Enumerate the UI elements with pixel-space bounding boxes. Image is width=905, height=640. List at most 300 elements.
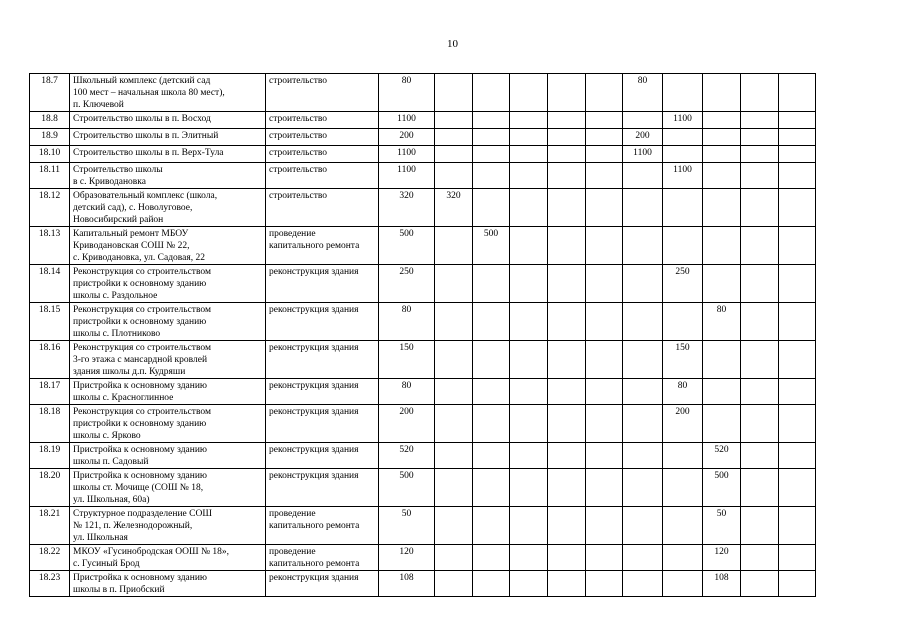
object-name-cell (70, 443, 266, 469)
object-name-line: Капитальный ремонт МБОУ (73, 229, 189, 239)
row-number: 18.9 (30, 129, 70, 146)
work-type-line: реконструкция здания (269, 471, 359, 481)
work-type-cell (266, 443, 379, 469)
object-name-line: с. Гусиный Брод (73, 559, 140, 569)
object-name-cell (70, 146, 266, 163)
year-value-cell (741, 227, 779, 265)
total-value: 80 (379, 379, 435, 405)
year-value-cell (548, 265, 586, 303)
object-name-line: школы с. Раздольное (73, 291, 158, 301)
row-number: 18.16 (30, 341, 70, 379)
year-value-cell (435, 303, 473, 341)
year-value-cell (510, 341, 548, 379)
year-value-cell (510, 379, 548, 405)
total-value: 1100 (379, 112, 435, 129)
year-value-cell (741, 129, 779, 146)
object-name-cell (70, 469, 266, 507)
total-value: 200 (379, 129, 435, 146)
object-name-line: Пристройка к основному зданию (73, 381, 208, 391)
year-value-cell (703, 189, 741, 227)
year-value-cell (548, 443, 586, 469)
year-value-cell (548, 146, 586, 163)
object-name-line: пристройки к основному зданию (73, 419, 207, 429)
year-value-cell (663, 571, 703, 597)
total-value: 500 (379, 469, 435, 507)
year-value-cell (435, 443, 473, 469)
year-value-cell (623, 545, 663, 571)
object-name-cell (70, 227, 266, 265)
year-value-cell (510, 227, 548, 265)
object-name-line: 100 мест – начальная школа 80 мест), (73, 88, 225, 98)
object-name-cell (70, 163, 266, 189)
object-name-line: Школьный комплекс (детский сад (73, 76, 211, 86)
total-value: 120 (379, 545, 435, 571)
year-value-cell (548, 571, 586, 597)
year-value-cell (663, 469, 703, 507)
year-value-cell (779, 265, 816, 303)
work-type-line: проведение (269, 509, 316, 519)
year-value-cell (548, 74, 586, 112)
year-value-cell (779, 189, 816, 227)
year-value-cell (663, 129, 703, 146)
year-value-cell (779, 545, 816, 571)
year-value-cell: 200 (663, 405, 703, 443)
year-value-cell (473, 571, 510, 597)
object-name-line: Новосибирский район (73, 215, 164, 225)
year-value-cell (703, 227, 741, 265)
year-value-cell (663, 507, 703, 545)
year-value-cell (703, 163, 741, 189)
object-name-line: школы с. Ярково (73, 431, 141, 441)
year-value-cell (510, 507, 548, 545)
work-type-cell (266, 112, 379, 129)
work-type-cell (266, 405, 379, 443)
table-row (30, 303, 816, 341)
object-name-cell (70, 189, 266, 227)
year-value-cell (663, 189, 703, 227)
year-value-cell: 80 (663, 379, 703, 405)
year-value-cell (435, 341, 473, 379)
year-value-cell (623, 227, 663, 265)
total-value: 80 (379, 303, 435, 341)
table-row (30, 405, 816, 443)
year-value-cell (473, 129, 510, 146)
object-name-cell (70, 545, 266, 571)
year-value-cell (586, 303, 623, 341)
work-type-line: реконструкция здания (269, 343, 359, 353)
table-row (30, 507, 816, 545)
work-type-line: реконструкция здания (269, 407, 359, 417)
object-name-line: с. Криводановка, ул. Садовая, 22 (73, 253, 205, 263)
year-value-cell (473, 146, 510, 163)
year-value-cell: 120 (703, 545, 741, 571)
year-value-cell: 200 (623, 129, 663, 146)
year-value-cell (586, 74, 623, 112)
object-name-line: Строительство школы в п. Верх-Тула (73, 148, 224, 158)
year-value-cell (741, 379, 779, 405)
year-value-cell (623, 112, 663, 129)
year-value-cell (779, 571, 816, 597)
year-value-cell (473, 507, 510, 545)
work-type-line: капитального ремонта (269, 241, 360, 251)
work-type-line: строительство (269, 148, 328, 158)
year-value-cell: 1100 (623, 146, 663, 163)
total-value: 80 (379, 74, 435, 112)
year-value-cell (473, 189, 510, 227)
object-name-line: Реконструкция со строительством (73, 343, 211, 353)
work-type-cell (266, 341, 379, 379)
work-type-line: реконструкция здания (269, 305, 359, 315)
year-value-cell (623, 163, 663, 189)
year-value-cell (779, 163, 816, 189)
year-value-cell (703, 341, 741, 379)
object-name-line: Строительство школы в п. Элитный (73, 131, 219, 141)
year-value-cell (473, 545, 510, 571)
object-name-cell (70, 571, 266, 597)
work-type-cell (266, 265, 379, 303)
year-value-cell (473, 469, 510, 507)
year-value-cell (510, 189, 548, 227)
year-value-cell: 150 (663, 341, 703, 379)
year-value-cell (663, 545, 703, 571)
year-value-cell (548, 227, 586, 265)
year-value-cell (741, 163, 779, 189)
year-value-cell (473, 74, 510, 112)
object-name-line: детский сад), с. Новолуговое, (73, 203, 193, 213)
year-value-cell (663, 74, 703, 112)
year-value-cell (473, 303, 510, 341)
year-value-cell (548, 303, 586, 341)
year-value-cell (779, 341, 816, 379)
year-value-cell (435, 146, 473, 163)
year-value-cell (435, 469, 473, 507)
year-value-cell (435, 74, 473, 112)
year-value-cell: 250 (663, 265, 703, 303)
year-value-cell (435, 112, 473, 129)
row-number: 18.13 (30, 227, 70, 265)
row-number: 18.12 (30, 189, 70, 227)
year-value-cell (663, 303, 703, 341)
year-value-cell (741, 112, 779, 129)
page-number: 10 (447, 38, 458, 50)
work-type-cell (266, 303, 379, 341)
work-type-cell (266, 227, 379, 265)
table-row (30, 129, 816, 146)
object-name-line: Криводановская СОШ № 22, (73, 241, 190, 251)
table-row (30, 146, 816, 163)
year-value-cell (435, 163, 473, 189)
year-value-cell (623, 341, 663, 379)
table-row (30, 469, 816, 507)
year-value-cell (663, 443, 703, 469)
year-value-cell (548, 469, 586, 507)
year-value-cell: 500 (703, 469, 741, 507)
year-value-cell (623, 189, 663, 227)
work-type-cell (266, 163, 379, 189)
year-value-cell (779, 146, 816, 163)
year-value-cell (779, 443, 816, 469)
year-value-cell (473, 405, 510, 443)
object-name-line: ул. Школьная (73, 533, 128, 543)
year-value-cell (586, 163, 623, 189)
object-name-line: школы в п. Приобский (73, 585, 165, 595)
work-type-cell (266, 469, 379, 507)
object-name-cell (70, 303, 266, 341)
object-name-line: Образовательный комплекс (школа, (73, 191, 218, 201)
year-value-cell (586, 443, 623, 469)
work-type-line: капитального ремонта (269, 559, 360, 569)
year-value-cell (473, 379, 510, 405)
object-name-line: школы с. Плотниково (73, 329, 161, 339)
object-name-line: Реконструкция со строительством (73, 407, 211, 417)
object-name-line: Строительство школы в п. Восход (73, 114, 211, 124)
work-type-line: строительство (269, 165, 328, 175)
year-value-cell (435, 265, 473, 303)
table-row (30, 545, 816, 571)
year-value-cell (779, 112, 816, 129)
object-name-line: Пристройка к основному зданию (73, 445, 208, 455)
year-value-cell (510, 443, 548, 469)
year-value-cell (623, 379, 663, 405)
year-value-cell (741, 469, 779, 507)
year-value-cell (703, 129, 741, 146)
row-number: 18.22 (30, 545, 70, 571)
year-value-cell (779, 507, 816, 545)
year-value-cell (473, 163, 510, 189)
year-value-cell (548, 545, 586, 571)
year-value-cell: 1100 (663, 112, 703, 129)
row-number: 18.21 (30, 507, 70, 545)
object-name-line: школы п. Садовый (73, 457, 149, 467)
total-value: 1100 (379, 163, 435, 189)
year-value-cell (548, 112, 586, 129)
year-value-cell (510, 405, 548, 443)
object-name-cell (70, 265, 266, 303)
work-type-cell (266, 379, 379, 405)
year-value-cell (779, 129, 816, 146)
year-value-cell (586, 405, 623, 443)
work-type-cell (266, 545, 379, 571)
year-value-cell (703, 379, 741, 405)
year-value-cell (703, 74, 741, 112)
year-value-cell (779, 303, 816, 341)
year-value-cell (623, 443, 663, 469)
table-row (30, 443, 816, 469)
object-name-cell (70, 341, 266, 379)
year-value-cell: 500 (473, 227, 510, 265)
year-value-cell (703, 146, 741, 163)
work-type-line: капитального ремонта (269, 521, 360, 531)
row-number: 18.7 (30, 74, 70, 112)
row-number: 18.11 (30, 163, 70, 189)
object-name-line: школы с. Красноглинное (73, 393, 174, 403)
total-value: 200 (379, 405, 435, 443)
work-type-line: строительство (269, 131, 328, 141)
year-value-cell (623, 405, 663, 443)
year-value-cell (510, 303, 548, 341)
year-value-cell (473, 112, 510, 129)
year-value-cell (586, 189, 623, 227)
year-value-cell (510, 129, 548, 146)
year-value-cell (548, 379, 586, 405)
table-row (30, 163, 816, 189)
work-type-line: строительство (269, 76, 328, 86)
year-value-cell (548, 189, 586, 227)
year-value-cell (741, 341, 779, 379)
year-value-cell (586, 341, 623, 379)
year-value-cell: 50 (703, 507, 741, 545)
object-name-cell (70, 507, 266, 545)
year-value-cell (435, 507, 473, 545)
work-type-cell (266, 74, 379, 112)
table-row (30, 189, 816, 227)
table-row (30, 74, 816, 112)
work-type-cell (266, 507, 379, 545)
year-value-cell (741, 189, 779, 227)
year-value-cell (741, 545, 779, 571)
work-type-line: строительство (269, 191, 328, 201)
work-type-line: реконструкция здания (269, 267, 359, 277)
table-row (30, 265, 816, 303)
work-type-cell (266, 129, 379, 146)
work-type-line: реконструкция здания (269, 381, 359, 391)
year-value-cell (548, 341, 586, 379)
year-value-cell (779, 227, 816, 265)
year-value-cell (586, 129, 623, 146)
total-value: 1100 (379, 146, 435, 163)
total-value: 520 (379, 443, 435, 469)
row-number: 18.8 (30, 112, 70, 129)
row-number: 18.14 (30, 265, 70, 303)
year-value-cell (741, 507, 779, 545)
year-value-cell (586, 146, 623, 163)
year-value-cell (510, 163, 548, 189)
table-row (30, 379, 816, 405)
total-value: 500 (379, 227, 435, 265)
year-value-cell (623, 303, 663, 341)
object-name-cell (70, 379, 266, 405)
year-value-cell: 108 (703, 571, 741, 597)
year-value-cell: 80 (703, 303, 741, 341)
year-value-cell (586, 379, 623, 405)
year-value-cell (510, 545, 548, 571)
year-value-cell (548, 507, 586, 545)
work-type-cell (266, 146, 379, 163)
object-name-line: пристройки к основному зданию (73, 317, 207, 327)
year-value-cell (741, 443, 779, 469)
row-number: 18.19 (30, 443, 70, 469)
object-name-line: МКОУ «Гусинобродская ООШ № 18», (73, 547, 230, 557)
year-value-cell (435, 571, 473, 597)
year-value-cell (741, 265, 779, 303)
year-value-cell (435, 227, 473, 265)
year-value-cell (510, 112, 548, 129)
year-value-cell: 520 (703, 443, 741, 469)
total-value: 50 (379, 507, 435, 545)
year-value-cell: 320 (435, 189, 473, 227)
year-value-cell: 1100 (663, 163, 703, 189)
object-name-cell (70, 405, 266, 443)
year-value-cell (586, 571, 623, 597)
year-value-cell (510, 571, 548, 597)
object-name-line: 3-го этажа с мансардной кровлей (73, 355, 208, 365)
year-value-cell (779, 405, 816, 443)
year-value-cell (510, 265, 548, 303)
work-type-cell (266, 571, 379, 597)
year-value-cell (435, 405, 473, 443)
object-name-cell (70, 129, 266, 146)
table-row (30, 112, 816, 129)
object-name-line: здания школы д.п. Кудряши (73, 367, 186, 377)
year-value-cell (435, 545, 473, 571)
table-row (30, 341, 816, 379)
year-value-cell (586, 469, 623, 507)
year-value-cell (586, 545, 623, 571)
object-name-line: в с. Криводановка (73, 177, 146, 187)
year-value-cell (741, 303, 779, 341)
table-row (30, 571, 816, 597)
work-type-line: проведение (269, 229, 316, 239)
object-name-line: Пристройка к основному зданию (73, 471, 208, 481)
year-value-cell (586, 507, 623, 545)
object-name-line: пристройки к основному зданию (73, 279, 207, 289)
row-number: 18.15 (30, 303, 70, 341)
year-value-cell (663, 146, 703, 163)
object-name-line: п. Ключевой (73, 100, 124, 110)
year-value-cell (779, 469, 816, 507)
row-number: 18.20 (30, 469, 70, 507)
object-name-line: Пристройка к основному зданию (73, 573, 208, 583)
year-value-cell (510, 74, 548, 112)
year-value-cell (703, 112, 741, 129)
year-value-cell (586, 227, 623, 265)
year-value-cell (741, 146, 779, 163)
work-type-line: проведение (269, 547, 316, 557)
total-value: 320 (379, 189, 435, 227)
year-value-cell: 80 (623, 74, 663, 112)
year-value-cell (779, 379, 816, 405)
year-value-cell (703, 265, 741, 303)
year-value-cell (473, 443, 510, 469)
table-row (30, 227, 816, 265)
investment-table (29, 73, 816, 597)
year-value-cell (435, 129, 473, 146)
object-name-line: Строительство школы (73, 165, 163, 175)
year-value-cell (703, 405, 741, 443)
work-type-cell (266, 189, 379, 227)
year-value-cell (623, 265, 663, 303)
year-value-cell (779, 74, 816, 112)
object-name-line: Реконструкция со строительством (73, 267, 211, 277)
year-value-cell (623, 571, 663, 597)
year-value-cell (586, 265, 623, 303)
year-value-cell (586, 112, 623, 129)
total-value: 108 (379, 571, 435, 597)
total-value: 150 (379, 341, 435, 379)
object-name-cell (70, 74, 266, 112)
year-value-cell (548, 163, 586, 189)
year-value-cell (741, 571, 779, 597)
row-number: 18.17 (30, 379, 70, 405)
object-name-line: ул. Школьная, 60а) (73, 495, 150, 505)
year-value-cell (510, 146, 548, 163)
object-name-line: Структурное подразделение СОШ (73, 509, 212, 519)
row-number: 18.23 (30, 571, 70, 597)
year-value-cell (741, 74, 779, 112)
year-value-cell (548, 405, 586, 443)
year-value-cell (623, 469, 663, 507)
work-type-line: строительство (269, 114, 328, 124)
